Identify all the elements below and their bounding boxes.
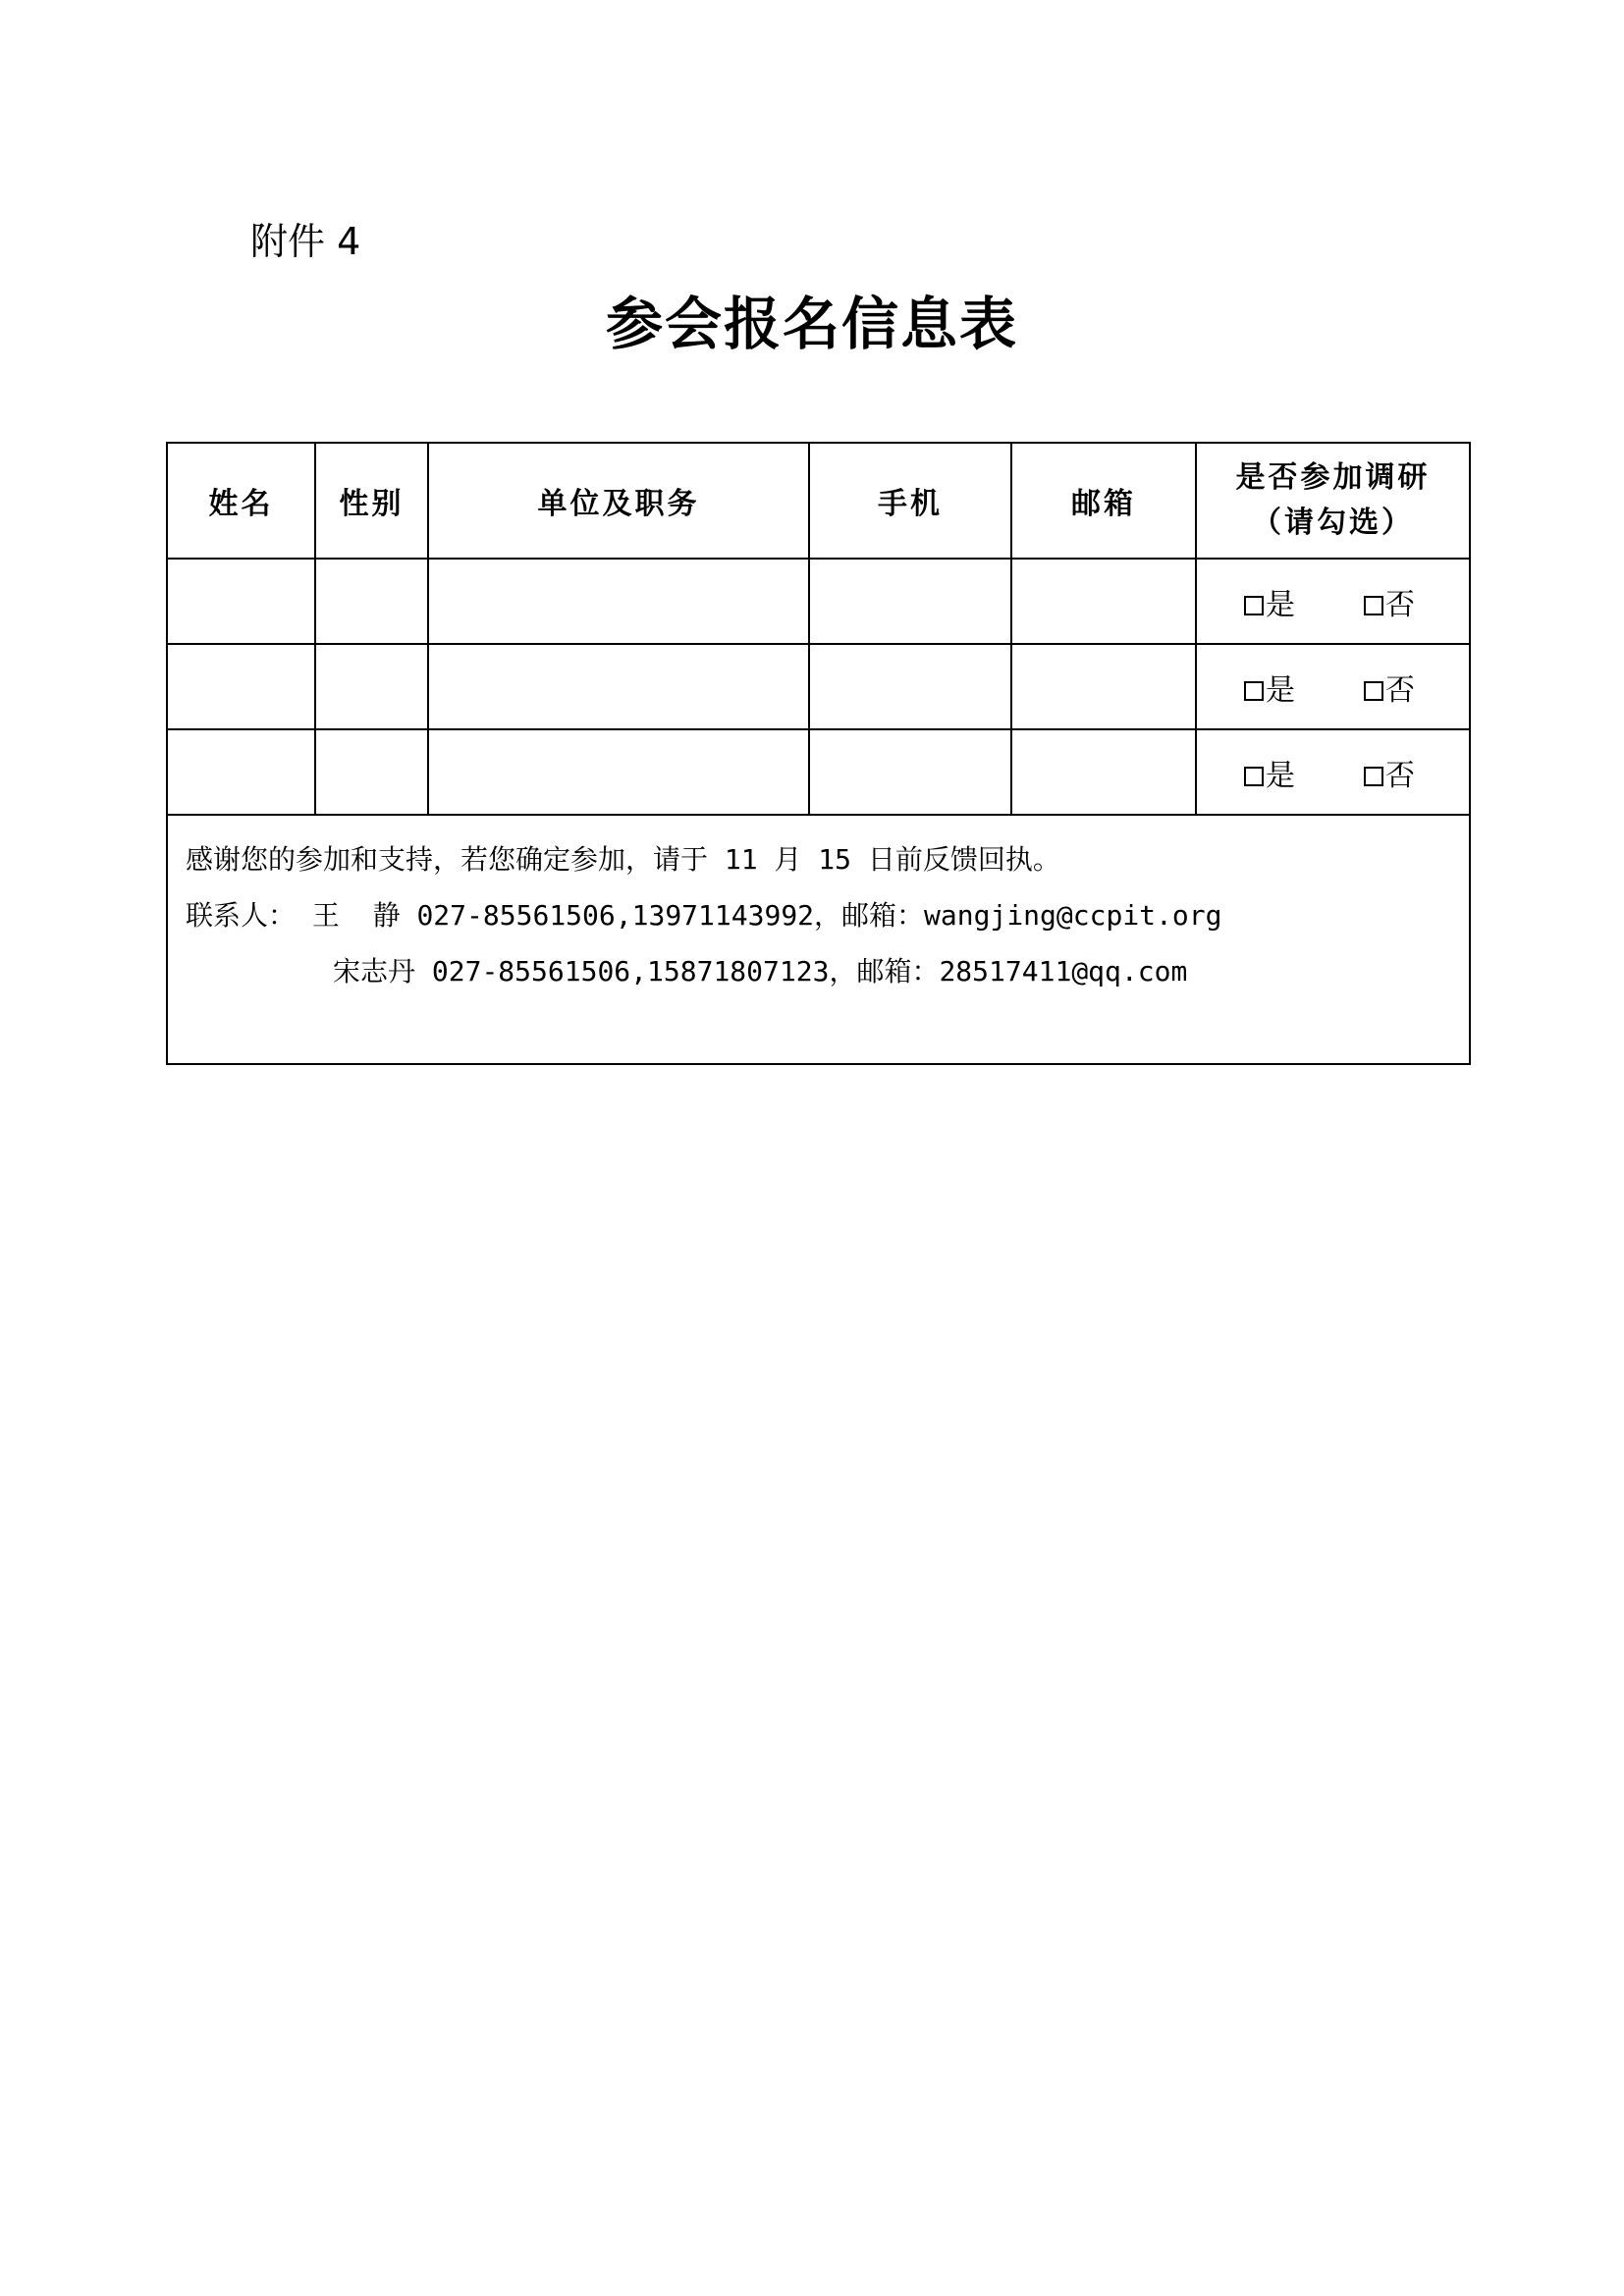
table-row [167, 559, 1470, 644]
no-label: 否 [1385, 758, 1415, 793]
contact-line-1 [186, 887, 1469, 943]
no-label: 否 [1385, 672, 1415, 708]
header-phone: 手机 [809, 443, 1011, 559]
attachment-label: 附件 4 [250, 220, 361, 263]
participate-cell [1196, 559, 1470, 644]
checkbox-icon[interactable] [1244, 767, 1264, 786]
gender-cell[interactable] [315, 729, 428, 815]
contact1-name: 王 静 [311, 899, 401, 932]
yes-label: 是 [1266, 672, 1295, 708]
unit-position-cell[interactable] [428, 559, 809, 644]
yes-option[interactable] [1244, 580, 1295, 623]
checkbox-icon[interactable] [1244, 596, 1264, 615]
header-email: 邮箱 [1011, 443, 1196, 559]
phone-cell[interactable] [809, 644, 1011, 729]
gender-cell[interactable] [315, 559, 428, 644]
header-participate [1196, 443, 1470, 559]
checkbox-icon[interactable] [1244, 681, 1264, 701]
name-cell[interactable] [167, 729, 315, 815]
header-gender: 性别 [315, 443, 428, 559]
yes-option[interactable] [1244, 666, 1295, 709]
notes-row [167, 815, 1470, 1064]
checkbox-icon[interactable] [1364, 596, 1383, 615]
checkbox-icon[interactable] [1364, 767, 1383, 786]
name-cell[interactable] [167, 559, 315, 644]
header-participate-line1: 是否参加调研 [1235, 460, 1431, 495]
checkbox-icon[interactable] [1364, 681, 1383, 701]
email-cell[interactable] [1011, 644, 1196, 729]
email-cell[interactable] [1011, 729, 1196, 815]
unit-position-cell[interactable] [428, 729, 809, 815]
no-option[interactable] [1364, 580, 1415, 623]
header-participate-line2: （请勾选） [1252, 506, 1414, 540]
name-cell[interactable] [167, 644, 315, 729]
phone-cell[interactable] [809, 559, 1011, 644]
contact-line-2 [186, 943, 1469, 999]
no-label: 否 [1385, 587, 1415, 622]
notes-cell [167, 815, 1470, 1064]
contact-label: 联系人： [186, 899, 297, 932]
header-unit-position: 单位及职务 [428, 443, 809, 559]
document-title: 参会报名信息表 [605, 291, 1018, 357]
registration-table [166, 442, 1471, 1065]
unit-position-cell[interactable] [428, 644, 809, 729]
yes-label: 是 [1266, 758, 1295, 793]
no-option[interactable] [1364, 666, 1415, 709]
thanks-text: 感谢您的参加和支持，若您确定参加，请于 11 月 15 日前反馈回执。 [186, 843, 1060, 876]
participate-cell [1196, 729, 1470, 815]
gender-cell[interactable] [315, 644, 428, 729]
contact1-details: 027-85561506,13971143992，邮箱：wangjing@ccpit.org [416, 899, 1222, 932]
participate-cell [1196, 644, 1470, 729]
contact2-name: 宋志丹 [333, 955, 416, 988]
table-row [167, 644, 1470, 729]
email-cell[interactable] [1011, 559, 1196, 644]
yes-option[interactable] [1244, 751, 1295, 794]
phone-cell[interactable] [809, 729, 1011, 815]
header-row [167, 443, 1470, 559]
table-row [167, 729, 1470, 815]
no-option[interactable] [1364, 751, 1415, 794]
yes-label: 是 [1266, 587, 1295, 622]
contact2-details: 027-85561506,15871807123，邮箱：28517411@qq.com [431, 955, 1188, 988]
header-name: 姓名 [167, 443, 315, 559]
